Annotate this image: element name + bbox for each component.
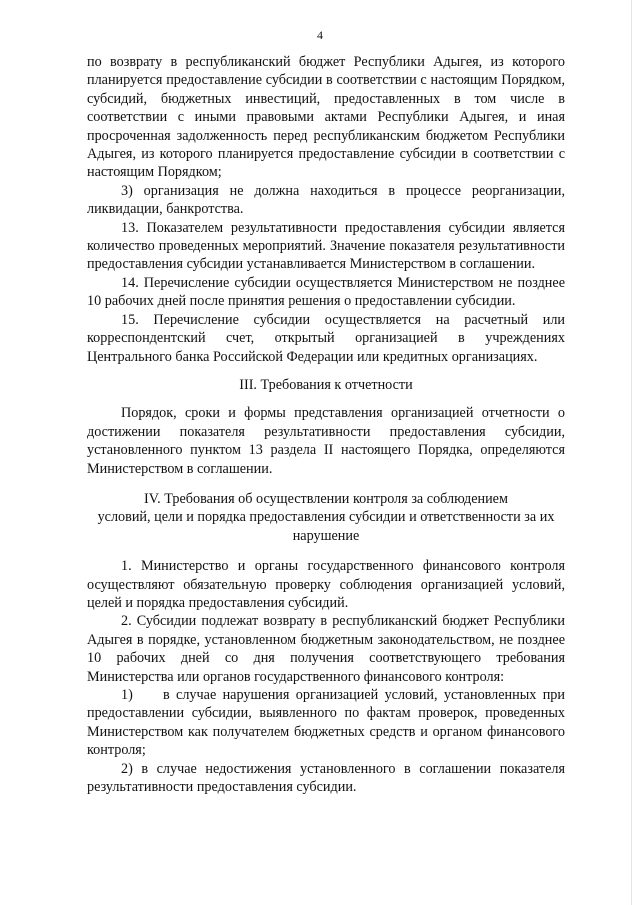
subitem-1-number: 1) <box>121 687 133 703</box>
paragraph-continuation: по возврату в республиканский бюджет Республики Адыгея, из которого планируется предоставление субсидии в соответствии с настоящим Порядком, субсидий, бюджетных инвестиций, предоставленных в том числе в соответствии с иными правовыми актами Республики Адыгея, и иная просроченная задолженность перед республиканским бюджетом Республики Адыгея, из которого планируется предоставление субсидии в соответствии с настоящим Порядком; <box>87 54 565 181</box>
section-4-heading-line-2: условий, цели и порядка предоставления субсидии и ответственности за их нарушение <box>97 509 555 544</box>
section-3-paragraph: Порядок, сроки и формы представления организацией отчетности о достижении показателя результативности предоставления субсидии, установленного пунктом 13 раздела II настоящего Порядка, определяются Министерством в соглашении. <box>87 405 565 477</box>
section-4-subitem-2: 2) в случае недостижения установленного в соглашении показателя результативности предоставления субсидии. <box>87 760 565 796</box>
paragraph-condition-3: 3) организация не должна находиться в процессе реорганизации, ликвидации, банкротства. <box>87 182 565 218</box>
page-number: 4 <box>317 28 323 42</box>
section-4-item-1: 1. Министерство и органы государственного финансового контроля осуществляют обязательную проверку соблюдения организацией условий, целей и порядка предоставления субсидий. <box>87 558 565 611</box>
subitem-1-text: в случае нарушения организацией условий, установленных при предоставлении субсидии, выявленного по фактам проверок, проведенных Министерством как получателем бюджетных средств и органом финансового контроля; <box>87 687 565 759</box>
section-4-subitem-1 <box>87 686 565 760</box>
section-3-heading: III. Требования к отчетности <box>239 376 413 393</box>
section-4-heading-line-1: IV. Требования об осуществлении контроля за соблюдением <box>144 490 508 507</box>
section-4-heading <box>87 490 565 545</box>
paragraph-item-14: 14. Перечисление субсидии осуществляется Министерством не позднее 10 рабочих дней после принятия решения о предоставлении субсидии. <box>87 274 565 310</box>
paragraph-item-13: 13. Показателем результативности предоставления субсидии является количество проведенных мероприятий. Значение показателя результативности предоставления субсидии устанавливается Министерством в соглашении. <box>87 219 565 273</box>
section-4-item-2: 2. Субсидии подлежат возврату в республиканский бюджет Республики Адыгея в порядке, установленном бюджетным законодательством, не позднее 10 рабочих дней со дня получения соответствующего требования Министерства или органов государственного финансового контроля: <box>87 613 565 685</box>
paragraph-item-15: 15. Перечисление субсидии осуществляется на расчетный или корреспондентский счет, открытый организацией в учреждениях Центрального банка Российской Федерации или кредитных организациях. <box>87 311 565 365</box>
scan-edge-shadow <box>631 0 632 905</box>
document-body <box>87 53 565 796</box>
